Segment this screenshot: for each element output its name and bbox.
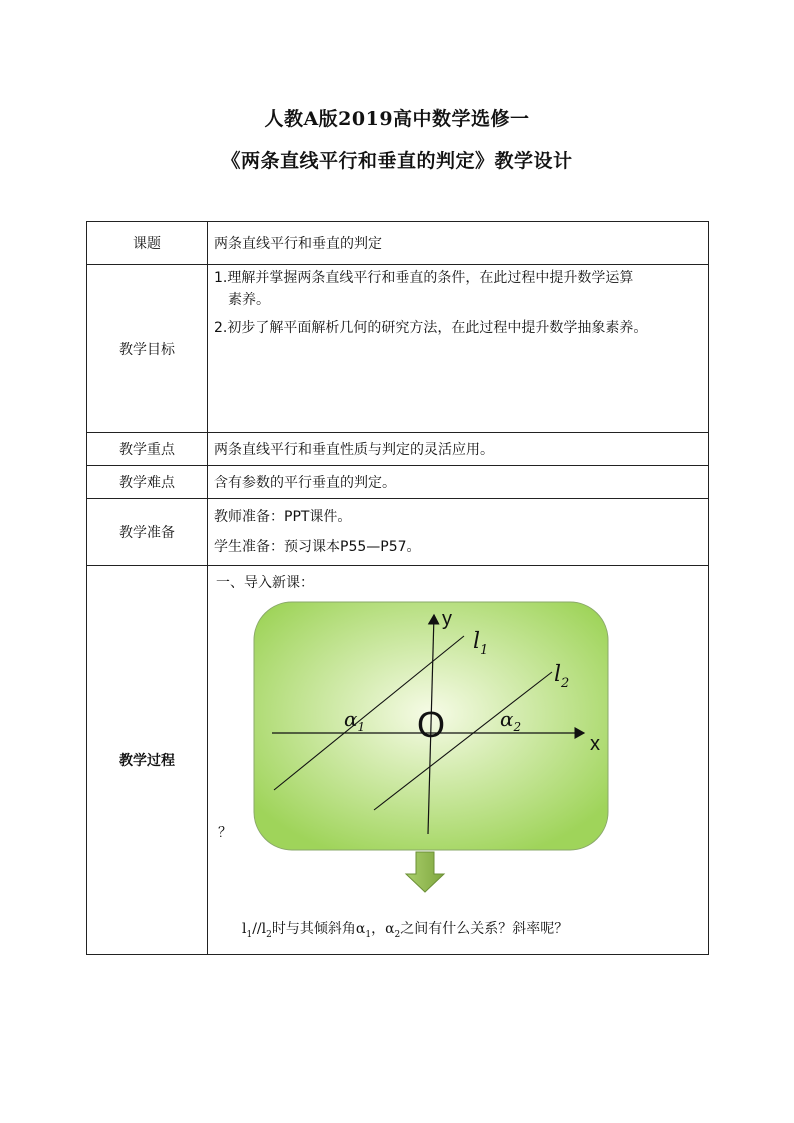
process-heading: 一、导入新课： <box>216 575 314 591</box>
lesson-plan-table <box>86 221 709 955</box>
difficulty-value: 含有参数的平行垂直的判定。 <box>208 466 709 499</box>
table-row-topic <box>87 222 709 265</box>
goal-1-line-2: 素养。 <box>228 292 270 308</box>
difficulty-label: 教学难点 <box>87 466 208 499</box>
goal-1-line-1: 1.理解并掌握两条直线平行和垂直的条件，在此过程中提升数学运算 <box>214 270 634 286</box>
preparation-label: 教学准备 <box>87 499 208 566</box>
topic-text: 两条直线平行和垂直的判定 <box>214 236 382 252</box>
preparation-value <box>208 499 709 566</box>
goals-value <box>208 265 709 433</box>
goal-item-2: 2.初步了解平面解析几何的研究方法，在此过程中提升数学抽象素养。 <box>214 320 648 336</box>
process-value <box>208 566 709 955</box>
origin-label: O <box>417 704 446 745</box>
document-subtitle: 《两条直线平行和垂直的判定》教学设计 <box>221 150 573 172</box>
goal-item-1 <box>214 267 702 311</box>
table-row-difficulty <box>87 466 709 499</box>
key-points-label: 教学重点 <box>87 433 208 466</box>
line-l2-label: $l_2$ <box>554 662 570 691</box>
question-mark: ？ <box>218 825 232 841</box>
x-axis-label: x <box>590 733 600 755</box>
goals-label: 教学目标 <box>87 265 208 433</box>
table-row-key-points <box>87 433 709 466</box>
process-label: 教学过程 <box>87 566 208 955</box>
document-title: 人教A版2019高中数学选修一 <box>264 108 530 130</box>
y-axis-label: y <box>442 608 452 630</box>
topic-value <box>208 222 709 265</box>
table-row-goals <box>87 265 709 433</box>
down-arrow-icon <box>406 852 444 892</box>
table-row-process <box>87 566 709 955</box>
angle-alpha1-label: $\alpha_1$ <box>344 707 366 734</box>
topic-label: 课题 <box>87 222 208 265</box>
student-preparation: 学生准备：预习课本P55—P57。 <box>214 539 421 555</box>
line-l1-label: $l_1$ <box>473 629 489 658</box>
key-points-value: 两条直线平行和垂直性质与判定的灵活应用。 <box>208 433 709 466</box>
guiding-question: $l_1//l_2$时与其倾斜角$\alpha_1$，$\alpha_2$之间有什么关系？斜率呢？ <box>242 921 569 940</box>
parallel-lines-diagram <box>244 594 664 894</box>
table-row-preparation <box>87 499 709 566</box>
angle-alpha2-label: $\alpha_2$ <box>500 707 522 734</box>
teacher-preparation: 教师准备：PPT课件。 <box>214 509 352 525</box>
